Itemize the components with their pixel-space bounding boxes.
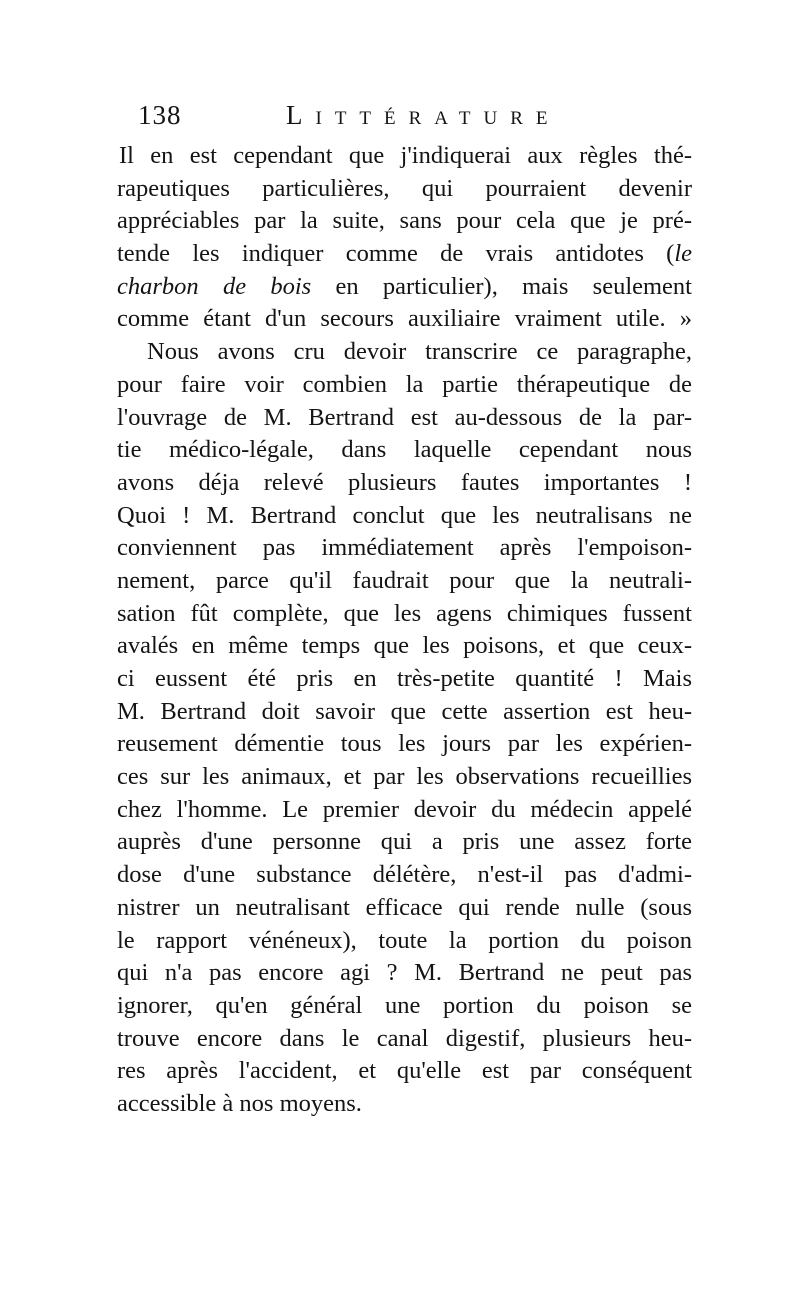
text-line: Nous avons cru devoir transcrire ce paragraphe,	[147, 338, 692, 366]
text-line: qui n'a pas encore agi ? M. Bertrand ne peut pas	[117, 959, 692, 987]
text-fragment: en particulier), mais seulement	[311, 272, 692, 300]
text-line: reusement démentie tous les jours par les expérien-	[117, 730, 692, 758]
text-line: trouve encore dans le canal digestif, plusieurs heu-	[117, 1024, 692, 1052]
text-line: ces sur les animaux, et par les observations recueillies	[117, 763, 692, 791]
text-line: res après l'accident, et qu'elle est par conséquent	[117, 1057, 692, 1085]
running-head	[118, 100, 678, 140]
text-line: M. Bertrand doit savoir que cette assertion est heu-	[117, 697, 692, 725]
text-line: avalés en même temps que les poisons, et que ceux-	[117, 632, 692, 660]
text-line: tie médico-légale, dans laquelle cependant nous	[117, 436, 692, 464]
text-fragment: tende les indiquer comme de vrais antidotes (	[117, 240, 675, 268]
text-line: dose d'une substance délétère, n'est-il pas d'admi-	[117, 861, 692, 889]
text-line: Il en est cependant que j'indiquerai aux règles thé-	[119, 142, 692, 169]
text-line: nistrer un neutralisant efficace qui rende nulle (sous	[117, 893, 692, 921]
italic-text: charbon de bois	[117, 272, 312, 300]
text-line: l'ouvrage de M. Bertrand est au-dessous de la par-	[117, 403, 692, 431]
text-line: conviennent pas immédiatement après l'empoison-	[117, 534, 692, 562]
text-line: accessible à nos moyens.	[117, 1089, 362, 1117]
text-line: avons déja relevé plusieurs fautes importantes !	[117, 468, 692, 496]
text-line: sation fût complète, que les agens chimiques fussent	[117, 599, 692, 627]
text-line	[117, 238, 692, 271]
text-line	[117, 271, 692, 304]
text-line: Quoi ! M. Bertrand conclut que les neutralisans ne	[117, 501, 692, 529]
text-line: le rapport vénéneux), toute la portion du poison	[117, 926, 692, 954]
text-line: comme étant d'un secours auxiliaire vraiment utile. »	[117, 305, 692, 333]
text-line: rapeutiques particulières, qui pourraient devenir	[117, 174, 692, 202]
text-line: ci eussent été pris en très-petite quantité ! Mais	[117, 665, 692, 692]
running-title: Littérature	[286, 100, 561, 130]
text-line: nement, parce qu'il faudrait pour que la neutrali-	[117, 566, 692, 594]
text-line: pour faire voir combien la partie thérapeutique de	[117, 370, 692, 398]
text-line: auprès d'une personne qui a pris une assez forte	[117, 828, 692, 856]
italic-text: le	[674, 240, 692, 268]
text-line: ignorer, qu'en général une portion du poison se	[117, 991, 692, 1019]
text-line: appréciables par la suite, sans pour cela que je pré-	[117, 207, 692, 235]
text-line: chez l'homme. Le premier devoir du médecin appelé	[117, 795, 692, 823]
page-number: 138	[138, 100, 182, 130]
body-text	[117, 140, 692, 1121]
